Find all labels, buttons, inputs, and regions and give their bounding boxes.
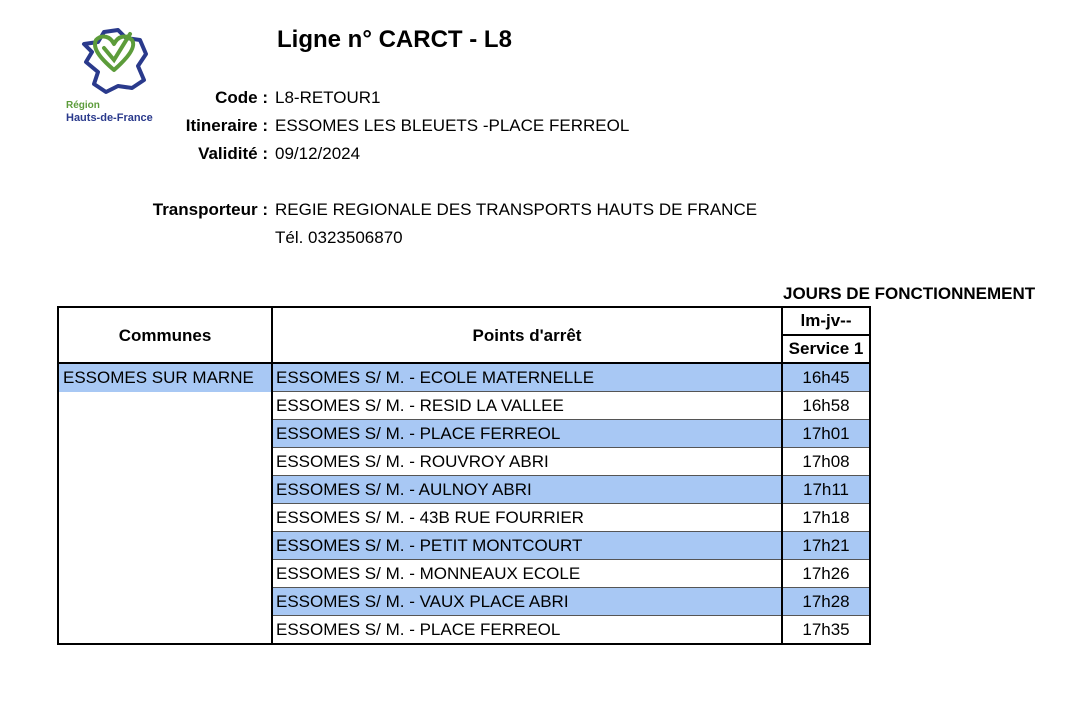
- time-cell: 17h18: [782, 504, 870, 532]
- telephone-value: Tél. 0323506870: [275, 228, 403, 247]
- transporteur-label: Transporteur :: [152, 200, 268, 219]
- table-row: [58, 616, 870, 645]
- logo-region-name: Hauts-de-France: [66, 112, 153, 124]
- time-cell: 17h08: [782, 448, 870, 476]
- time-cell: 17h28: [782, 588, 870, 616]
- stop-cell: ESSOMES S/ M. - PLACE FERREOL: [272, 420, 782, 448]
- timetable: [57, 306, 871, 645]
- time-cell: 16h45: [782, 363, 870, 392]
- page-title: Ligne n° CARCT - L8: [277, 26, 512, 53]
- commune-cell: [58, 476, 272, 504]
- itineraire-value: ESSOMES LES BLEUETS -PLACE FERREOL: [275, 116, 630, 135]
- france-map-icon: [74, 26, 154, 98]
- commune-cell: [58, 588, 272, 616]
- table-row: [58, 588, 870, 616]
- stop-cell: ESSOMES S/ M. - RESID LA VALLEE: [272, 392, 782, 420]
- validite-value: 09/12/2024: [275, 144, 361, 163]
- table-row: [58, 504, 870, 532]
- stop-cell: ESSOMES S/ M. - PETIT MONTCOURT: [272, 532, 782, 560]
- code-label: Code :: [215, 88, 268, 107]
- transporteur-value: REGIE REGIONALE DES TRANSPORTS HAUTS DE FRANCE: [275, 200, 758, 219]
- table-row: [58, 532, 870, 560]
- table-row: [58, 392, 870, 420]
- table-row: [58, 448, 870, 476]
- itineraire-label: Itineraire :: [185, 116, 268, 135]
- commune-cell: [58, 616, 272, 645]
- region-logo: [66, 26, 176, 136]
- points-arret-header: Points d'arrêt: [272, 307, 782, 363]
- logo-region-text: Région: [66, 100, 100, 111]
- time-cell: 17h01: [782, 420, 870, 448]
- time-cell: 17h21: [782, 532, 870, 560]
- stop-cell: ESSOMES S/ M. - MONNEAUX ECOLE: [272, 560, 782, 588]
- commune-cell: [58, 532, 272, 560]
- table-row: [58, 363, 870, 392]
- commune-cell: [58, 560, 272, 588]
- service-header: Service 1: [782, 335, 870, 363]
- stop-cell: ESSOMES S/ M. - VAUX PLACE ABRI: [272, 588, 782, 616]
- stop-cell: ESSOMES S/ M. - ROUVROY ABRI: [272, 448, 782, 476]
- stop-cell: ESSOMES S/ M. - ECOLE MATERNELLE: [272, 363, 782, 392]
- time-cell: 17h35: [782, 616, 870, 645]
- time-cell: 17h11: [782, 476, 870, 504]
- time-cell: 16h58: [782, 392, 870, 420]
- commune-cell: [58, 448, 272, 476]
- commune-cell: [58, 504, 272, 532]
- table-row: [58, 560, 870, 588]
- table-row: [58, 476, 870, 504]
- stop-cell: ESSOMES S/ M. - AULNOY ABRI: [272, 476, 782, 504]
- jours-fonctionnement-title: JOURS DE FONCTIONNEMENT: [783, 284, 1036, 303]
- stop-cell: ESSOMES S/ M. - PLACE FERREOL: [272, 616, 782, 645]
- days-header: lm-jv--: [782, 307, 870, 335]
- stop-cell: ESSOMES S/ M. - 43B RUE FOURRIER: [272, 504, 782, 532]
- table-row: [58, 420, 870, 448]
- time-cell: 17h26: [782, 560, 870, 588]
- validite-label: Validité :: [198, 144, 268, 163]
- commune-cell: ESSOMES SUR MARNE: [58, 363, 272, 392]
- communes-header: Communes: [58, 307, 272, 363]
- code-value: L8-RETOUR1: [275, 88, 381, 107]
- commune-cell: [58, 392, 272, 420]
- commune-cell: [58, 420, 272, 448]
